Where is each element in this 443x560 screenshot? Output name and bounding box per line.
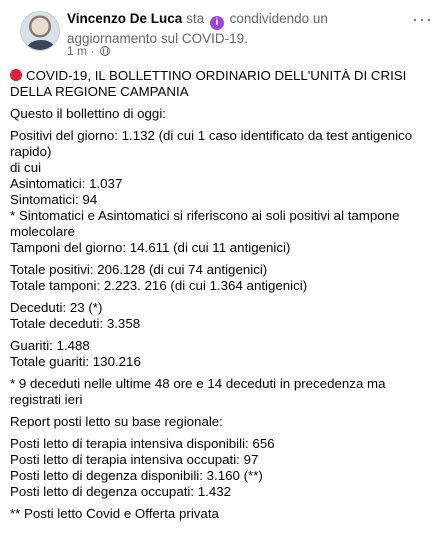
deaths: Deceduti: 23 (*) xyxy=(10,300,103,315)
icu-occupied: Posti letto di terapia intensiva occupati: 97 xyxy=(10,452,259,467)
post-time[interactable]: 1 m xyxy=(67,44,88,58)
total-swabs: Totale tamponi: 2.223. 216 (di cui 1.364 antigenici) xyxy=(10,278,308,293)
deaths-block xyxy=(10,300,435,332)
ward-occupied: Posti letto di degenza occupati: 1.432 xyxy=(10,484,232,499)
globe-icon[interactable] xyxy=(100,46,110,56)
beds-report-heading: Report posti letto su base regionale: xyxy=(10,414,223,429)
post-header-text xyxy=(67,10,397,47)
daily-positives: Positivi del giorno: 1.132 (di cui 1 caso identificato da test antigenico rapido) xyxy=(10,128,413,159)
total-recovered: Totale guariti: 130.216 xyxy=(10,354,141,369)
author-name[interactable]: Vincenzo De Luca xyxy=(67,11,183,26)
daily-positives-block xyxy=(10,128,435,256)
ward-available: Posti letto di degenza disponibili: 3.160 (**) xyxy=(10,468,263,483)
icu-available: Posti letto di terapia intensiva disponibili: 656 xyxy=(10,436,275,451)
total-deaths: Totale deceduti: 3.358 xyxy=(10,316,141,331)
recovered: Guariti: 1.488 xyxy=(10,338,90,353)
status-text: condividendo un aggiornamento sul COVID-19. xyxy=(67,11,328,46)
post-content xyxy=(10,62,443,522)
asymptomatic: Asintomatici: 1.037 xyxy=(10,176,123,191)
author-avatar[interactable] xyxy=(20,11,60,51)
beds-note: ** Posti letto Covid e Offerta privata xyxy=(10,506,219,521)
beds-block xyxy=(10,436,435,500)
symptomatic-note: * Sintomatici e Asintomatici si riferiscono ai soli positivi al tampone molecolare xyxy=(10,208,400,239)
post-meta xyxy=(67,44,110,58)
totals-block xyxy=(10,262,435,294)
post-title-text: COVID-19, IL BOLLETTINO ORDINARIO DELL'UNITÀ DI CRISI DELLA REGIONE CAMPANIA xyxy=(10,68,407,99)
separator: · xyxy=(90,44,95,58)
recovered-block xyxy=(10,338,435,370)
red-circle-icon xyxy=(10,69,22,81)
status-prefix: sta xyxy=(186,11,205,26)
total-positives: Totale positivi: 206.128 (di cui 74 antigenici) xyxy=(10,262,268,277)
symptomatic: Sintomatici: 94 xyxy=(10,192,98,207)
daily-swabs: Tamponi del giorno: 14.611 (di cui 11 antigenici) xyxy=(10,240,291,255)
post-title xyxy=(10,68,435,100)
more-options-icon[interactable]: ··· xyxy=(412,9,433,29)
of-which: di cui xyxy=(10,160,42,175)
intro-text: Questo il bollettino di oggi: xyxy=(10,106,166,121)
info-icon: i xyxy=(210,16,224,30)
post-header xyxy=(10,0,443,62)
deaths-note: * 9 deceduti nelle ultime 48 ore e 14 deceduti in precedenza ma registrati ieri xyxy=(10,376,386,407)
avatar-figure xyxy=(27,40,55,51)
